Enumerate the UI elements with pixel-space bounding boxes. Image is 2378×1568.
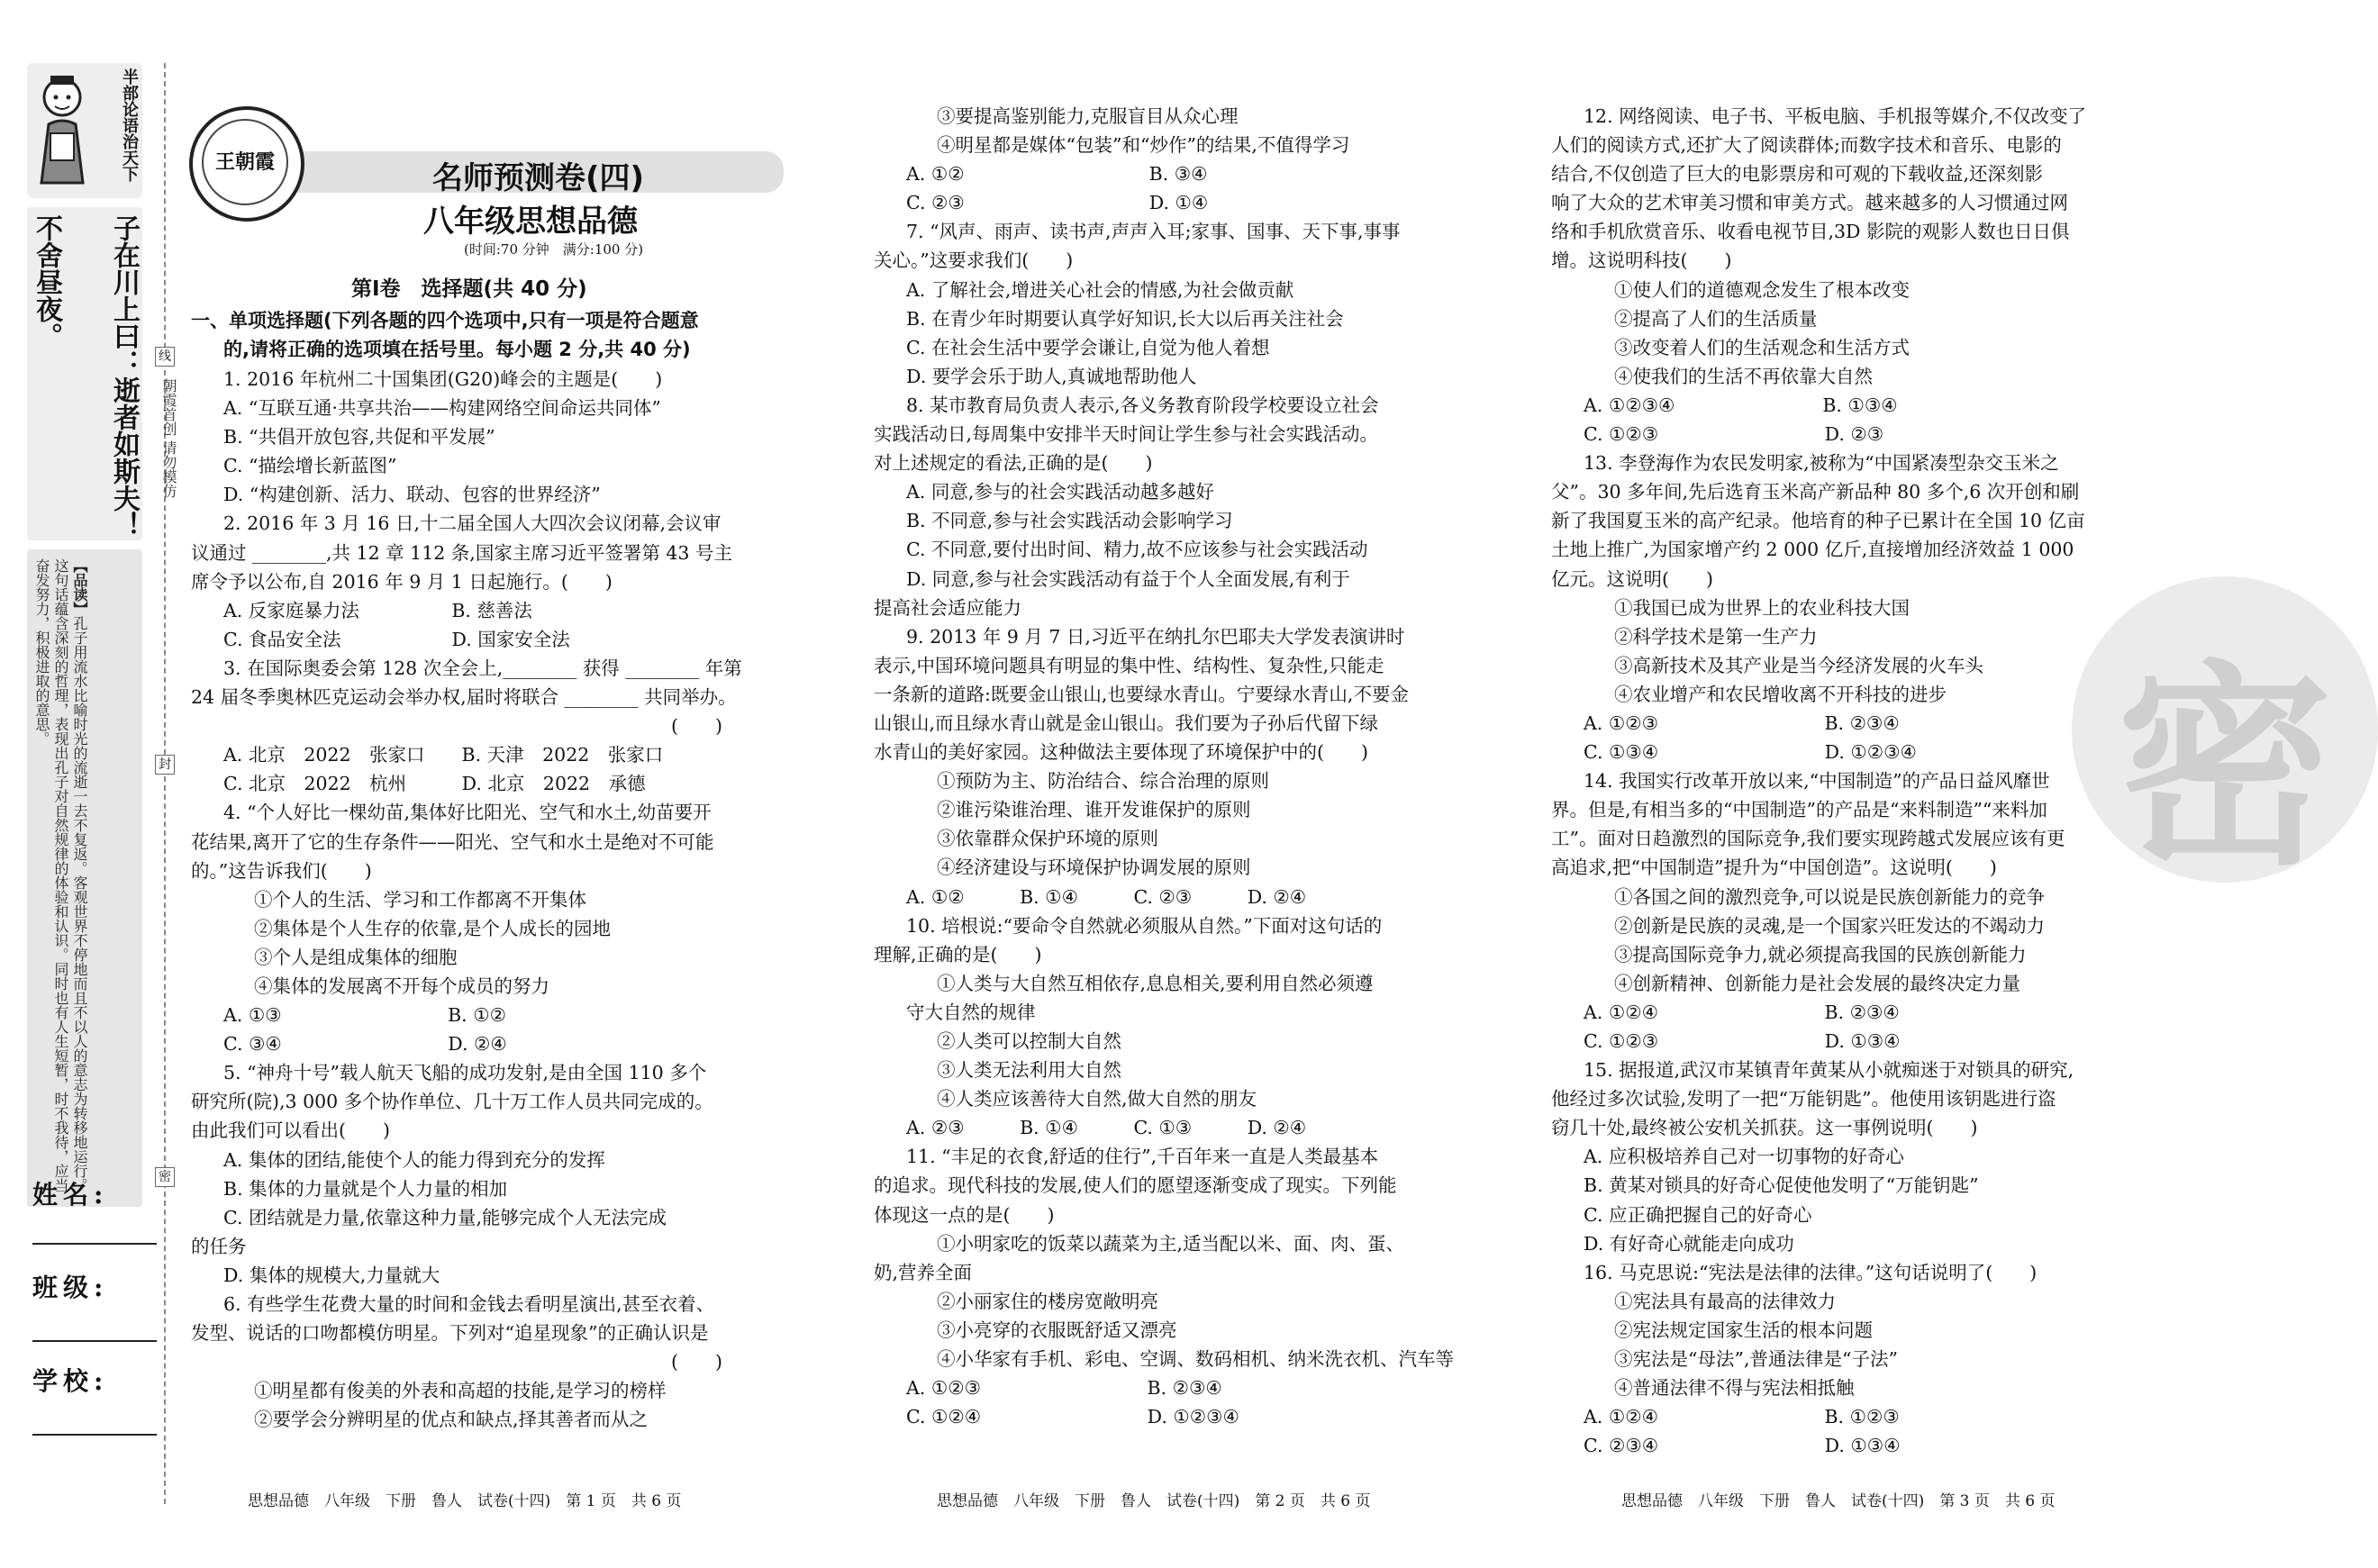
question-line: ①个人的生活、学习和工作都离不开集体 <box>254 888 586 911</box>
question-line: 土地上推广,为国家增产约 2 000 亿斤,直接增加经济效益 1 000 <box>1551 539 2074 561</box>
question-line: ④创新精神、创新能力是社会发展的最终决定力量 <box>1614 972 2020 994</box>
column-2 <box>874 102 1486 1431</box>
question-line: D. 同意,参与社会实践活动有益于个人全面发展,有利于 <box>906 567 1350 590</box>
question-line: 一条新的道路:既要金山银山,也要绿水青山。宁要绿水青山,不要金 <box>874 683 1409 705</box>
pindu-body: 孔子用流水比喻时光的流逝一去不复返。客观世界不停地而且不以人的意志为转移地运行。这句话蕴含深刻的哲理，表现出孔子对自然规律的体验和认识。同时也有人生短暂，时不我待，应当奋发努力，积极进取的意思。 <box>33 558 88 1192</box>
question-line: ③高新技术及其产业是当今经济发展的火车头 <box>1614 654 1983 676</box>
question-line: 父”。30 多年间,先后选育玉米高产新品种 80 多个,6 次开创和刷 <box>1551 481 2080 503</box>
question-line: 响了大众的艺术审美习惯和审美方式。越来越多的人习惯通过网 <box>1551 192 2068 214</box>
instruction-line-1: 一、单项选择题(下列各题的四个选项中,只有一项是符合题意 <box>191 310 699 331</box>
school-label: 学校: <box>32 1366 109 1396</box>
question-line: B. 集体的力量就是个人力量的相加 <box>223 1177 508 1200</box>
question-line: 界。但是,有相当多的“中国制造”的产品是“来料制造”“来料加 <box>1551 799 2047 821</box>
question-line: 表示,中国环境问题具有明显的集中性、结构性、复杂性,只能走 <box>874 654 1384 676</box>
question-line: A. ①②④ B. ②③④ <box>1584 1001 1900 1023</box>
question-line: 发型、说话的口吻都模仿明星。下列对“追星现象”的正确认识是 <box>191 1322 709 1345</box>
question-line: ④使我们的生活不再依靠大自然 <box>1614 365 1873 387</box>
question-line: ①小明家吃的饭菜以蔬菜为主,适当配以米、面、肉、蛋、 <box>937 1232 1405 1255</box>
question-line: C. “描绘增长新蓝图” <box>223 455 397 477</box>
question-line: ①使人们的道德观念发生了根本改变 <box>1614 278 1910 301</box>
question-line: A. ②③ B. ①④ C. ①③ D. ②④ <box>906 1117 1307 1139</box>
question-line: 水青山的美好家园。这种做法主要体现了环境保护中的( ) <box>874 741 1368 764</box>
question-line: C. ①②③ D. ①③④ <box>1584 1030 1901 1052</box>
question-line: 席令予以公布,自 2016 年 9 月 1 日起施行。( ) <box>191 570 613 593</box>
binding-dashed-line <box>164 63 166 1504</box>
question-line: 亿元。这说明( ) <box>1551 567 1713 590</box>
question-line: 他经过多次试验,发明了一把“万能钥匙”。他使用该钥匙进行盗 <box>1551 1088 2056 1110</box>
question-line: 窃几十处,最终被公安机关抓获。这一事例说明( ) <box>1551 1117 1978 1139</box>
question-line: 6. 有些学生花费大量的时间和金钱去看明星演出,甚至衣着、 <box>223 1293 715 1315</box>
question-line: 议通过 ________,共 12 章 112 条,国家主席习近平签署第 43 号主 <box>191 541 732 564</box>
question-line: ④普通法律不得与宪法相抵触 <box>1614 1377 1855 1400</box>
column-3 <box>1551 102 2173 1460</box>
name-label: 姓名: <box>32 1180 109 1210</box>
cut-mark-secret: 密 <box>155 1167 175 1187</box>
confucius-figure-icon <box>31 70 94 187</box>
question-line: C. 不同意,要付出时间、精力,故不应该参与社会实践活动 <box>906 539 1368 561</box>
question-line: ( ) <box>191 715 722 738</box>
footer-page-1: 思想品德 八年级 下册 鲁人 试卷(十四) 第 1 页 共 6 页 <box>248 1492 682 1510</box>
question-line: C. 北京 2022 杭州 D. 北京 2022 承德 <box>223 773 646 795</box>
question-line: 9. 2013 年 9 月 7 日,习近平在纳扎尔巴耶夫大学发表演讲时 <box>906 625 1405 648</box>
question-line: ①预防为主、防治结合、综合治理的原则 <box>937 770 1269 793</box>
question-line: C. 食品安全法 D. 国家安全法 <box>223 628 570 650</box>
question-line: C. ③④ D. ②④ <box>223 1033 507 1056</box>
question-line: ④小华家有手机、彩电、空调、数码相机、纳米洗衣机、汽车等 <box>937 1348 1454 1371</box>
cut-mark-seal: 封 <box>155 755 175 775</box>
question-line: ④经济建设与环境保护协调发展的原则 <box>937 857 1251 879</box>
question-line: 13. 李登海作为农民发明家,被称为“中国紧凑型杂交玉米之 <box>1584 452 2059 475</box>
question-line: ①人类与大自然互相依存,息息相关,要利用自然必须遵 <box>937 972 1374 994</box>
publisher-logo <box>189 106 304 222</box>
question-line: 人们的阅读方式,还扩大了阅读群体;而数字技术和音乐、电影的 <box>1551 134 2062 157</box>
instruction-line-2: 的,请将正确的选项填在括号里。每小题 2 分,共 40 分) <box>223 339 691 360</box>
question-line: ③改变着人们的生活观念和生活方式 <box>1614 336 1910 358</box>
question-line: C. 应正确把握自己的好奇心 <box>1584 1203 1812 1226</box>
question-line: 15. 据报道,武汉市某镇青年黄某从小就痴迷于对锁具的研究, <box>1584 1059 2074 1082</box>
question-line: ②谁污染谁治理、谁开发谁保护的原则 <box>937 799 1251 821</box>
question-line: 8. 某市教育局负责人表示,各义务教育阶段学校要设立社会 <box>906 394 1379 416</box>
question-line: ①各国之间的激烈竞争,可以说是民族创新能力的竞争 <box>1614 885 2046 908</box>
question-line: ( ) <box>191 1351 722 1373</box>
question-line: A. ①②④ B. ①②③ <box>1584 1406 1900 1428</box>
question-line: 关心。”这要求我们( ) <box>874 249 1074 272</box>
question-line: A. 集体的团结,能使个人的能力得到充分的发挥 <box>223 1148 605 1171</box>
question-line: D. “构建创新、活力、联动、包容的世界经济” <box>223 484 601 506</box>
question-line: C. 团结就是力量,依靠这种力量,能够完成个人无法完成 <box>223 1206 667 1228</box>
question-line: 结合,不仅创造了巨大的电影票房和可观的下载收益,还深刻影 <box>1551 163 2044 186</box>
question-line: ②小丽家住的楼房宽敞明亮 <box>937 1290 1158 1312</box>
question-line: 24 届冬季奥林匹克运动会举办权,届时将联合 ________ 共同举办。 <box>191 686 737 709</box>
time-info: (时间:70 分钟 满分:100 分) <box>464 241 644 258</box>
question-line: A. 应积极培养自己对一切事物的好奇心 <box>1584 1146 1904 1168</box>
question-line: 3. 在国际奥委会第 128 次全会上,________ 获得 ________ 年第 <box>223 657 742 679</box>
question-line: ②宪法规定国家生活的根本问题 <box>1614 1319 1873 1341</box>
question-line: 花结果,离开了它的生存条件——阳光、空气和水土是绝对不可能 <box>191 830 714 853</box>
question-line: A. “互联互通·共享共治——构建网络空间命运共同体” <box>223 397 661 420</box>
question-line: ③提高国际竞争力,就必须提高我国的民族创新能力 <box>1614 943 2027 965</box>
question-line: ②人类可以控制大自然 <box>937 1030 1121 1052</box>
question-line: A. ①② B. ①④ C. ②③ D. ②④ <box>906 885 1307 908</box>
quote-tail: 不舍昼夜。 <box>31 214 62 349</box>
question-line: A. ①②③④ B. ①③④ <box>1584 394 1898 416</box>
question-line: 守大自然的规律 <box>906 1001 1036 1023</box>
question-line: C. ①②③ D. ②③ <box>1584 423 1884 446</box>
question-line: ④人类应该善待大自然,做大自然的朋友 <box>937 1088 1257 1110</box>
question-line: 5. “神舟十号”载人航天飞船的成功发射,是由全国 110 多个 <box>223 1062 707 1084</box>
question-line: 由此我们可以看出( ) <box>191 1119 390 1142</box>
question-line: 提高社会适应能力 <box>874 596 1021 619</box>
question-line: ①我国已成为世界上的农业科技大国 <box>1614 596 1910 619</box>
question-line: B. 在青少年时期要认真学好知识,长大以后再关注社会 <box>906 307 1344 330</box>
name-field[interactable] <box>32 1243 157 1245</box>
question-line: 络和手机欣赏音乐、收看电视节目,3D 影院的观影人数也日日俱 <box>1551 221 2070 243</box>
cut-mark-line: 线 <box>155 347 175 367</box>
question-line: 理解,正确的是( ) <box>874 943 1042 965</box>
question-line: A. ①②③ B. ②③④ <box>1584 711 1900 734</box>
section-title: 第Ⅰ卷 选择题(共 40 分) <box>351 277 587 301</box>
question-line: D. 有好奇心就能走向成功 <box>1584 1232 1794 1255</box>
question-line: 对上述规定的看法,正确的是( ) <box>874 452 1153 475</box>
question-line: 7. “风声、雨声、读书声,声声入耳;家事、国事、天下事,事事 <box>906 221 1401 243</box>
question-line: ③小亮穿的衣服既舒适又漂亮 <box>937 1319 1177 1341</box>
question-line: 的追求。现代科技的发展,使人们的愿望逐渐变成了现实。下列能 <box>874 1174 1397 1197</box>
question-line: ①宪法具有最高的法律效力 <box>1614 1290 1836 1312</box>
question-line: 4. “个人好比一棵幼苗,集体好比阳光、空气和水土,幼苗要开 <box>223 802 712 824</box>
question-line: D. 要学会乐于助人,真诚地帮助他人 <box>906 365 1197 387</box>
question-line: ③个人是组成集体的细胞 <box>254 946 458 968</box>
motto-text: 半部论语治天下 <box>120 68 139 182</box>
question-line: ②创新是民族的灵魂,是一个国家兴旺发达的不竭动力 <box>1614 914 2046 937</box>
question-line: 的。”这告诉我们( ) <box>191 859 372 882</box>
question-line: 14. 我国实行改革开放以来,“中国制造”的产品日益风靡世 <box>1584 770 2050 793</box>
question-line: ①明星都有俊美的外表和高超的技能,是学习的榜样 <box>254 1380 667 1402</box>
subject-title: 八年级思想品德 <box>423 204 638 240</box>
question-line: A. 反家庭暴力法 B. 慈善法 <box>223 599 532 621</box>
class-label: 班级: <box>32 1273 109 1302</box>
footer-page-2: 思想品德 八年级 下册 鲁人 试卷(十四) 第 2 页 共 6 页 <box>937 1492 1371 1510</box>
question-line: C. 在社会生活中要学会谦让,自觉为他人着想 <box>906 336 1270 358</box>
question-line: 增。这说明科技( ) <box>1551 249 1732 272</box>
question-line: 11. “丰足的衣食,舒适的住行”,千百年来一直是人类最基本 <box>906 1146 1379 1168</box>
question-line: A. 了解社会,增进关心社会的情感,为社会做贡献 <box>906 278 1294 301</box>
question-line: 新了我国夏玉米的高产纪录。他培育的种子已累计在全国 10 亿亩 <box>1551 510 2085 532</box>
question-line: ②要学会分辨明星的优点和缺点,择其善者而从之 <box>254 1409 649 1431</box>
question-line: C. ②③④ D. ①③④ <box>1584 1435 1901 1457</box>
question-line: A. ①②③ B. ②③④ <box>906 1377 1222 1400</box>
question-line: A. ①② B. ③④ <box>906 163 1208 186</box>
question-line: 10. 培根说:“要命令自然就必须服从自然。”下面对这句话的 <box>906 914 1383 937</box>
watermark-char: 密 <box>2117 642 2334 894</box>
pindu-text <box>32 558 89 1198</box>
question-line: 实践活动日,每周集中安排半天时间让学生参与社会实践活动。 <box>874 423 1379 446</box>
question-line: ②科学技术是第一生产力 <box>1614 625 1818 648</box>
question-line: ③要提高鉴别能力,克服盲目从众心理 <box>937 105 1239 127</box>
motto-box <box>27 63 142 198</box>
question-line: ③宪法是“母法”,普通法律是“子法” <box>1614 1348 1898 1371</box>
question-line: ③依靠群众保护环境的原则 <box>937 828 1158 850</box>
pindu-label: 【品读】 <box>71 558 88 616</box>
question-line: A. ①③ B. ①② <box>223 1004 506 1027</box>
footer-page-3: 思想品德 八年级 下册 鲁人 试卷(十四) 第 3 页 共 6 页 <box>1621 1492 2056 1510</box>
copyright-notice: 朝霞首创 请勿模仿 <box>160 378 177 499</box>
quote-box <box>27 207 142 540</box>
question-line: ④集体的发展离不开每个成员的努力 <box>254 974 549 997</box>
question-line: C. ②③ D. ①④ <box>906 192 1209 214</box>
question-line: B. 黄某对锁具的好奇心促使他发明了“万能钥匙” <box>1584 1174 1979 1197</box>
question-line: 山银山,而且绿水青山就是金山银山。我们要为子孙后代留下绿 <box>874 711 1379 734</box>
question-line: 工”。面对日趋激烈的国际竞争,我们要实现跨越式发展应该有更 <box>1551 828 2065 850</box>
question-line: C. ①③④ D. ①②③④ <box>1584 741 1917 764</box>
instructions <box>191 306 794 364</box>
question-line: 12. 网络阅读、电子书、平板电脑、手机报等媒介,不仅改变了 <box>1584 105 2087 127</box>
question-line: ③人类无法利用大自然 <box>937 1059 1121 1082</box>
question-line: C. ①②④ D. ①②③④ <box>906 1406 1239 1428</box>
question-line: 体现这一点的是( ) <box>874 1203 1055 1226</box>
question-line: 2. 2016 年 3 月 16 日,十二届全国人大四次会议闭幕,会议审 <box>223 512 722 535</box>
question-line: ②集体是个人生存的依靠,是个人成长的园地 <box>254 917 612 939</box>
question-line: 奶,营养全面 <box>874 1261 973 1283</box>
question-line: D. 集体的规模大,力量就大 <box>223 1264 440 1286</box>
exam-title: 名师预测卷(四) <box>432 160 645 196</box>
question-line: A. 北京 2022 张家口 B. 天津 2022 张家口 <box>223 744 664 766</box>
question-line: 的任务 <box>191 1235 247 1257</box>
question-line: 研究所(院),3 000 多个协作单位、几十万工作人员共同完成的。 <box>191 1091 713 1113</box>
question-line: ④农业增产和农民增收离不开科技的进步 <box>1614 683 1947 705</box>
question-line: ④明星都是媒体“包装”和“炒作”的结果,不值得学习 <box>937 134 1350 157</box>
question-line: 16. 马克思说:“宪法是法律的法律。”这句话说明了( ) <box>1584 1261 2038 1283</box>
question-line: B. “共倡开放包容,共促和平发展” <box>223 426 495 449</box>
left-sidebar <box>27 63 153 1192</box>
question-line: 高追求,把“中国制造”提升为“中国创造”。这说明( ) <box>1551 857 1997 879</box>
quote-main: 子在川上曰：逝者如斯夫！ <box>108 214 140 539</box>
column-1 <box>191 365 803 1434</box>
question-line: A. 同意,参与的社会实践活动越多越好 <box>906 481 1214 503</box>
class-field[interactable] <box>32 1340 157 1342</box>
logo-text: 王朝霞 <box>202 119 288 205</box>
question-line: ②提高了人们的生活质量 <box>1614 307 1818 330</box>
school-field[interactable] <box>32 1434 157 1436</box>
question-line: B. 不同意,参与社会实践活动会影响学习 <box>906 510 1233 532</box>
pindu-box <box>27 549 142 1207</box>
question-line: 1. 2016 年杭州二十国集团(G20)峰会的主题是( ) <box>223 368 663 390</box>
